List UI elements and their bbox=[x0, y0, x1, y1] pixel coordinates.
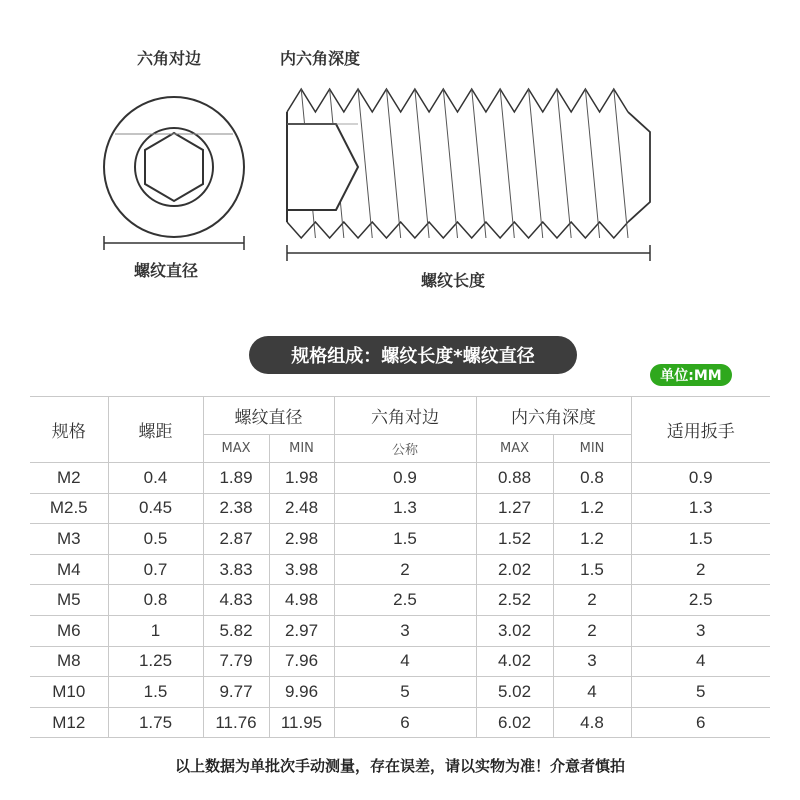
cell-wrench: 1.5 bbox=[631, 524, 770, 555]
cell-td-max: 2.38 bbox=[203, 493, 269, 524]
cell-td-min: 4.98 bbox=[269, 585, 334, 616]
cell-wrench: 3 bbox=[631, 615, 770, 646]
thread-crest-line bbox=[415, 89, 429, 238]
subheader-hex-nominal: 公称 bbox=[334, 435, 476, 463]
cell-sd-max: 4.02 bbox=[476, 646, 553, 677]
cell-sd-min: 4.8 bbox=[553, 707, 631, 738]
cell-td-max: 7.79 bbox=[203, 646, 269, 677]
cell-td-max: 3.83 bbox=[203, 554, 269, 585]
cell-sd-min: 0.8 bbox=[553, 463, 631, 494]
spec-format-banner: 规格组成：螺纹长度*螺纹直径 bbox=[249, 336, 577, 374]
header-wrench: 适用扳手 bbox=[631, 397, 770, 463]
table-row bbox=[30, 585, 770, 616]
cell-hex-nominal: 2 bbox=[334, 554, 476, 585]
cell-spec: M2 bbox=[30, 463, 108, 494]
table-row bbox=[30, 554, 770, 585]
header-spec: 规格 bbox=[30, 397, 108, 463]
cell-td-min: 1.98 bbox=[269, 463, 334, 494]
cell-sd-min: 3 bbox=[553, 646, 631, 677]
cell-td-min: 2.98 bbox=[269, 524, 334, 555]
cell-sd-min: 2 bbox=[553, 585, 631, 616]
cell-spec: M2.5 bbox=[30, 493, 108, 524]
cell-sd-max: 6.02 bbox=[476, 707, 553, 738]
cell-sd-max: 1.52 bbox=[476, 524, 553, 555]
thread-diameter-label: 螺纹直径 bbox=[134, 261, 199, 280]
cell-wrench: 6 bbox=[631, 707, 770, 738]
socket-depth-label: 内六角深度 bbox=[280, 49, 361, 68]
header-thread-diameter: 螺纹直径 bbox=[203, 397, 334, 435]
hex-across-flats-label: 六角对边 bbox=[137, 49, 202, 68]
table-row bbox=[30, 463, 770, 494]
cell-td-max: 11.76 bbox=[203, 707, 269, 738]
table-row bbox=[30, 524, 770, 555]
cell-wrench: 2 bbox=[631, 554, 770, 585]
cell-sd-min: 1.2 bbox=[553, 524, 631, 555]
cell-sd-min: 2 bbox=[553, 615, 631, 646]
cell-hex-nominal: 1.3 bbox=[334, 493, 476, 524]
cell-pitch: 1.25 bbox=[108, 646, 203, 677]
cell-wrench: 1.3 bbox=[631, 493, 770, 524]
cell-spec: M4 bbox=[30, 554, 108, 585]
cell-sd-max: 2.02 bbox=[476, 554, 553, 585]
cell-hex-nominal: 6 bbox=[334, 707, 476, 738]
cell-hex-nominal: 0.9 bbox=[334, 463, 476, 494]
header-pitch: 螺距 bbox=[108, 397, 203, 463]
unit-badge: 单位:MM bbox=[650, 364, 732, 386]
hex-socket-section bbox=[287, 124, 358, 210]
table-row bbox=[30, 646, 770, 677]
table-row bbox=[30, 677, 770, 708]
cell-hex-nominal: 2.5 bbox=[334, 585, 476, 616]
cell-td-max: 4.83 bbox=[203, 585, 269, 616]
set-screw-diagram bbox=[0, 0, 800, 330]
cell-td-min: 2.97 bbox=[269, 615, 334, 646]
thread-length-label: 螺纹长度 bbox=[421, 271, 486, 290]
cell-sd-min: 4 bbox=[553, 677, 631, 708]
subheader-sd-min: MIN bbox=[553, 435, 631, 463]
cell-pitch: 0.45 bbox=[108, 493, 203, 524]
cell-sd-min: 1.5 bbox=[553, 554, 631, 585]
thread-crest-line bbox=[557, 89, 571, 238]
cell-spec: M8 bbox=[30, 646, 108, 677]
cell-hex-nominal: 4 bbox=[334, 646, 476, 677]
subheader-sd-max: MAX bbox=[476, 435, 553, 463]
cell-td-max: 5.82 bbox=[203, 615, 269, 646]
thread-crest-line bbox=[585, 89, 599, 238]
cell-spec: M10 bbox=[30, 677, 108, 708]
cell-td-min: 11.95 bbox=[269, 707, 334, 738]
cell-sd-max: 3.02 bbox=[476, 615, 553, 646]
cell-pitch: 1 bbox=[108, 615, 203, 646]
cell-td-min: 3.98 bbox=[269, 554, 334, 585]
table-row bbox=[30, 707, 770, 738]
cell-td-max: 1.89 bbox=[203, 463, 269, 494]
cell-pitch: 1.5 bbox=[108, 677, 203, 708]
cell-pitch: 0.4 bbox=[108, 463, 203, 494]
chamfer-end bbox=[628, 112, 650, 222]
cell-sd-min: 1.2 bbox=[553, 493, 631, 524]
thread-crest-line bbox=[386, 89, 400, 238]
cell-wrench: 0.9 bbox=[631, 463, 770, 494]
thread-crest-line bbox=[614, 89, 628, 238]
cell-spec: M6 bbox=[30, 615, 108, 646]
cell-wrench: 4 bbox=[631, 646, 770, 677]
cell-pitch: 0.5 bbox=[108, 524, 203, 555]
cell-spec: M5 bbox=[30, 585, 108, 616]
subheader-td-max: MAX bbox=[203, 435, 269, 463]
end-view bbox=[104, 97, 244, 250]
cell-sd-max: 2.52 bbox=[476, 585, 553, 616]
table-row bbox=[30, 493, 770, 524]
cell-hex-nominal: 3 bbox=[334, 615, 476, 646]
thread-crest-line bbox=[472, 89, 486, 238]
cell-td-min: 2.48 bbox=[269, 493, 334, 524]
cell-wrench: 5 bbox=[631, 677, 770, 708]
cell-pitch: 0.7 bbox=[108, 554, 203, 585]
table-row bbox=[30, 615, 770, 646]
thread-crest-line bbox=[358, 89, 372, 238]
header-hex-across-flats: 六角对边 bbox=[334, 397, 476, 435]
cell-td-min: 9.96 bbox=[269, 677, 334, 708]
thread-crest-line bbox=[443, 89, 457, 238]
spec-table bbox=[30, 396, 770, 738]
thread-crest-line bbox=[500, 89, 514, 238]
cell-td-min: 7.96 bbox=[269, 646, 334, 677]
cell-hex-nominal: 1.5 bbox=[334, 524, 476, 555]
subheader-td-min: MIN bbox=[269, 435, 334, 463]
cell-td-max: 2.87 bbox=[203, 524, 269, 555]
cell-spec: M12 bbox=[30, 707, 108, 738]
cell-sd-max: 1.27 bbox=[476, 493, 553, 524]
cell-sd-max: 0.88 bbox=[476, 463, 553, 494]
disclaimer: 以上数据为单批次手动测量，存在误差，请以实物为准！介意者慎拍 bbox=[174, 757, 625, 775]
cell-pitch: 1.75 bbox=[108, 707, 203, 738]
cell-spec: M3 bbox=[30, 524, 108, 555]
cell-pitch: 0.8 bbox=[108, 585, 203, 616]
cell-wrench: 2.5 bbox=[631, 585, 770, 616]
cell-td-max: 9.77 bbox=[203, 677, 269, 708]
cell-hex-nominal: 5 bbox=[334, 677, 476, 708]
side-view bbox=[287, 89, 650, 261]
cell-sd-max: 5.02 bbox=[476, 677, 553, 708]
header-socket-depth: 内六角深度 bbox=[476, 397, 631, 435]
thread-top-profile bbox=[287, 89, 628, 112]
thread-crest-line bbox=[529, 89, 543, 238]
spec-table-body bbox=[30, 463, 770, 738]
